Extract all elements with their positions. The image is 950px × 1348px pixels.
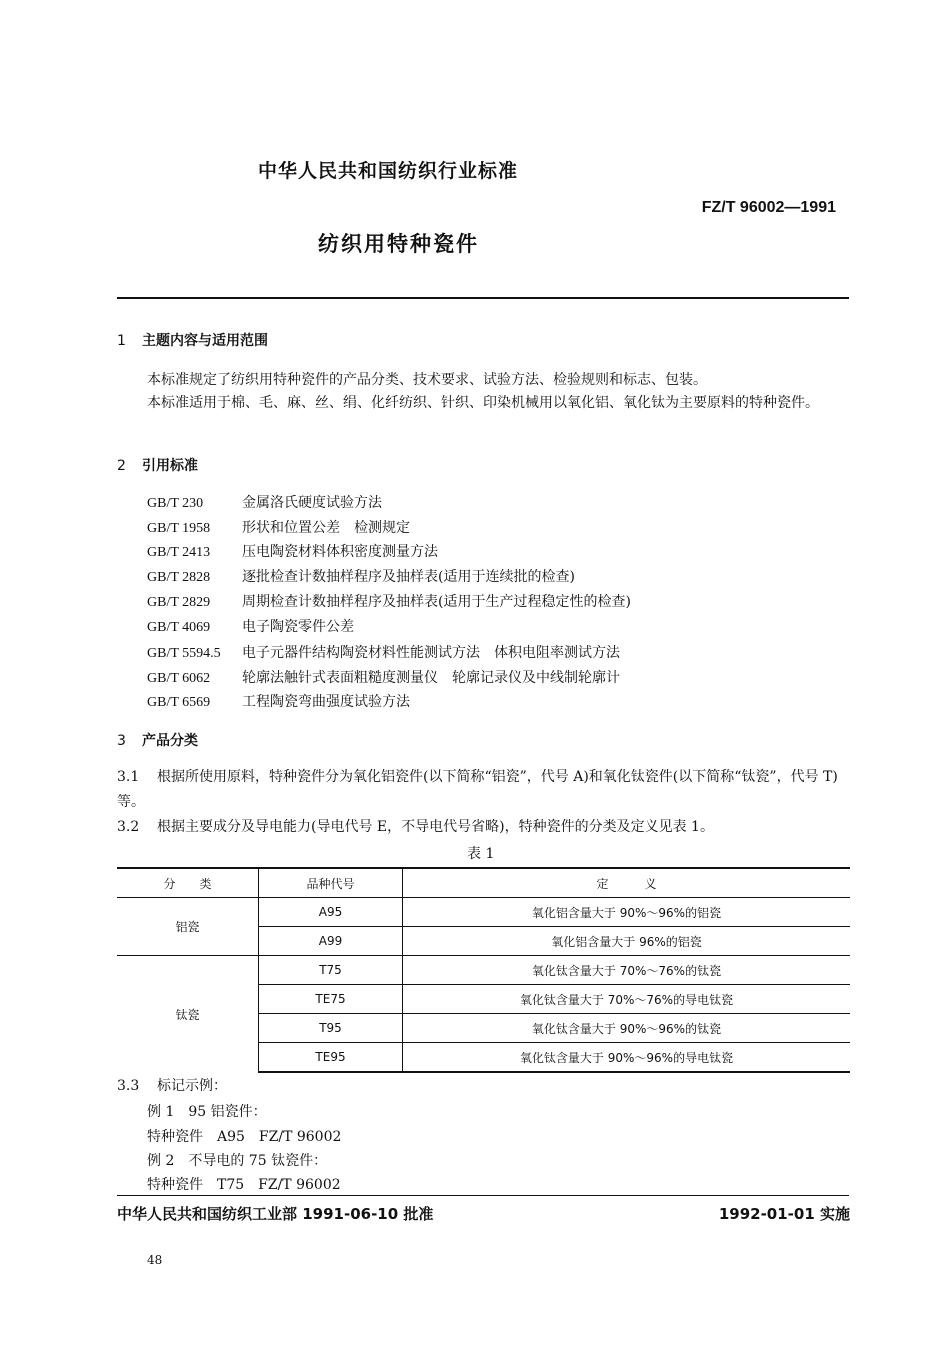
reference-item: GB/T 1958 形状和位置公差 检测规定 — [147, 520, 410, 536]
footer-rule — [117, 1195, 849, 1196]
table-header-definition: 定 义 — [403, 868, 851, 898]
clause-3-2: 3.2 根据主要成分及导电能力(导电代号 E，不导电代号省略)，特种瓷件的分类及定义见表 1。 — [117, 819, 714, 835]
section-2-heading — [117, 455, 198, 475]
table-row: A99 氧化铝含量大于 96%的铝瓷 — [117, 927, 850, 956]
standard-code: FZ/T 96002—1991 — [701, 199, 836, 216]
group-alumina: 铝瓷 — [117, 898, 259, 956]
section-3-heading — [117, 730, 198, 750]
table-row: T95 氧化钛含量大于 90%～96%的钛瓷 — [117, 1014, 850, 1043]
example-line: 例 2 不导电的 75 钛瓷件： — [147, 1153, 328, 1169]
approval-line: 中华人民共和国纺织工业部 1991-06-10 批准 — [117, 1205, 434, 1223]
org-title: 中华人民共和国纺织行业标准 — [258, 160, 519, 182]
table-row: 钛瓷 T75 氧化钛含量大于 70%～76%的钛瓷 — [117, 956, 850, 985]
table-header-category: 分 类 — [117, 868, 259, 898]
clause-3-1: 3.1 根据所使用原料，特种瓷件分为氧化铝瓷件(以下简称“铝瓷”，代号 A)和氧化钛瓷件(以下简称“钛瓷”，代号 T)等。 — [117, 769, 838, 810]
section-number: 3 — [117, 733, 126, 749]
section-number: 2 — [117, 458, 126, 474]
section-title: 引用标准 — [142, 458, 198, 474]
section-number: 1 — [117, 333, 126, 349]
reference-item: GB/T 230 金属洛氏硬度试验方法 — [147, 495, 382, 511]
table-header-code: 品种代号 — [259, 868, 403, 898]
reference-item: GB/T 2413 压电陶瓷材料体积密度测量方法 — [147, 544, 438, 560]
section-1-paragraph-1: 本标准规定了纺织用特种瓷件的产品分类、技术要求、试验方法、检验规则和标志、包装。 — [147, 372, 707, 388]
doc-title: 纺织用特种瓷件 — [318, 232, 479, 256]
effective-date: 1992-01-01 实施 — [718, 1205, 850, 1223]
table-caption: 表 1 — [467, 846, 495, 862]
section-1-heading — [117, 330, 268, 350]
reference-item: GB/T 6062 轮廓法触针式表面粗糙度测量仪 轮廓记录仪及中线制轮廓计 — [147, 670, 620, 686]
section-title: 产品分类 — [142, 733, 198, 749]
reference-item: GB/T 2828 逐批检查计数抽样程序及抽样表(适用于连续批的检查) — [147, 569, 575, 585]
reference-item: GB/T 5594.5 电子元器件结构陶瓷材料性能测试方法 体积电阻率测试方法 — [147, 645, 620, 661]
example-line: 特种瓷件 T75 FZ/T 96002 — [147, 1177, 341, 1193]
example-line: 特种瓷件 A95 FZ/T 96002 — [147, 1129, 342, 1145]
reference-item: GB/T 6569 工程陶瓷弯曲强度试验方法 — [147, 694, 410, 710]
clause-3-3: 3.3 标记示例： — [117, 1078, 227, 1094]
classification-table — [117, 867, 850, 1073]
reference-item: GB/T 2829 周期检查计数抽样程序及抽样表(适用于生产过程稳定性的检查) — [147, 594, 631, 610]
table-row: TE75 氧化钛含量大于 70%～76%的导电钛瓷 — [117, 985, 850, 1014]
group-titania: 钛瓷 — [117, 956, 259, 1073]
section-title: 主题内容与适用范围 — [142, 333, 268, 349]
title-rule — [117, 297, 849, 299]
example-line: 例 1 95 铝瓷件： — [147, 1104, 267, 1120]
reference-item: GB/T 4069 电子陶瓷零件公差 — [147, 619, 354, 635]
table-row: TE95 氧化钛含量大于 90%～96%的导电钛瓷 — [117, 1043, 850, 1073]
section-1-paragraph-2: 本标准适用于棉、毛、麻、丝、绢、化纤纺织、针织、印染机械用以氧化铝、氧化钛为主要原料的特种瓷件。 — [147, 395, 819, 411]
table-row: 铝瓷 A95 氧化铝含量大于 90%～96%的铝瓷 — [117, 898, 850, 927]
page-number: 48 — [147, 1253, 163, 1267]
